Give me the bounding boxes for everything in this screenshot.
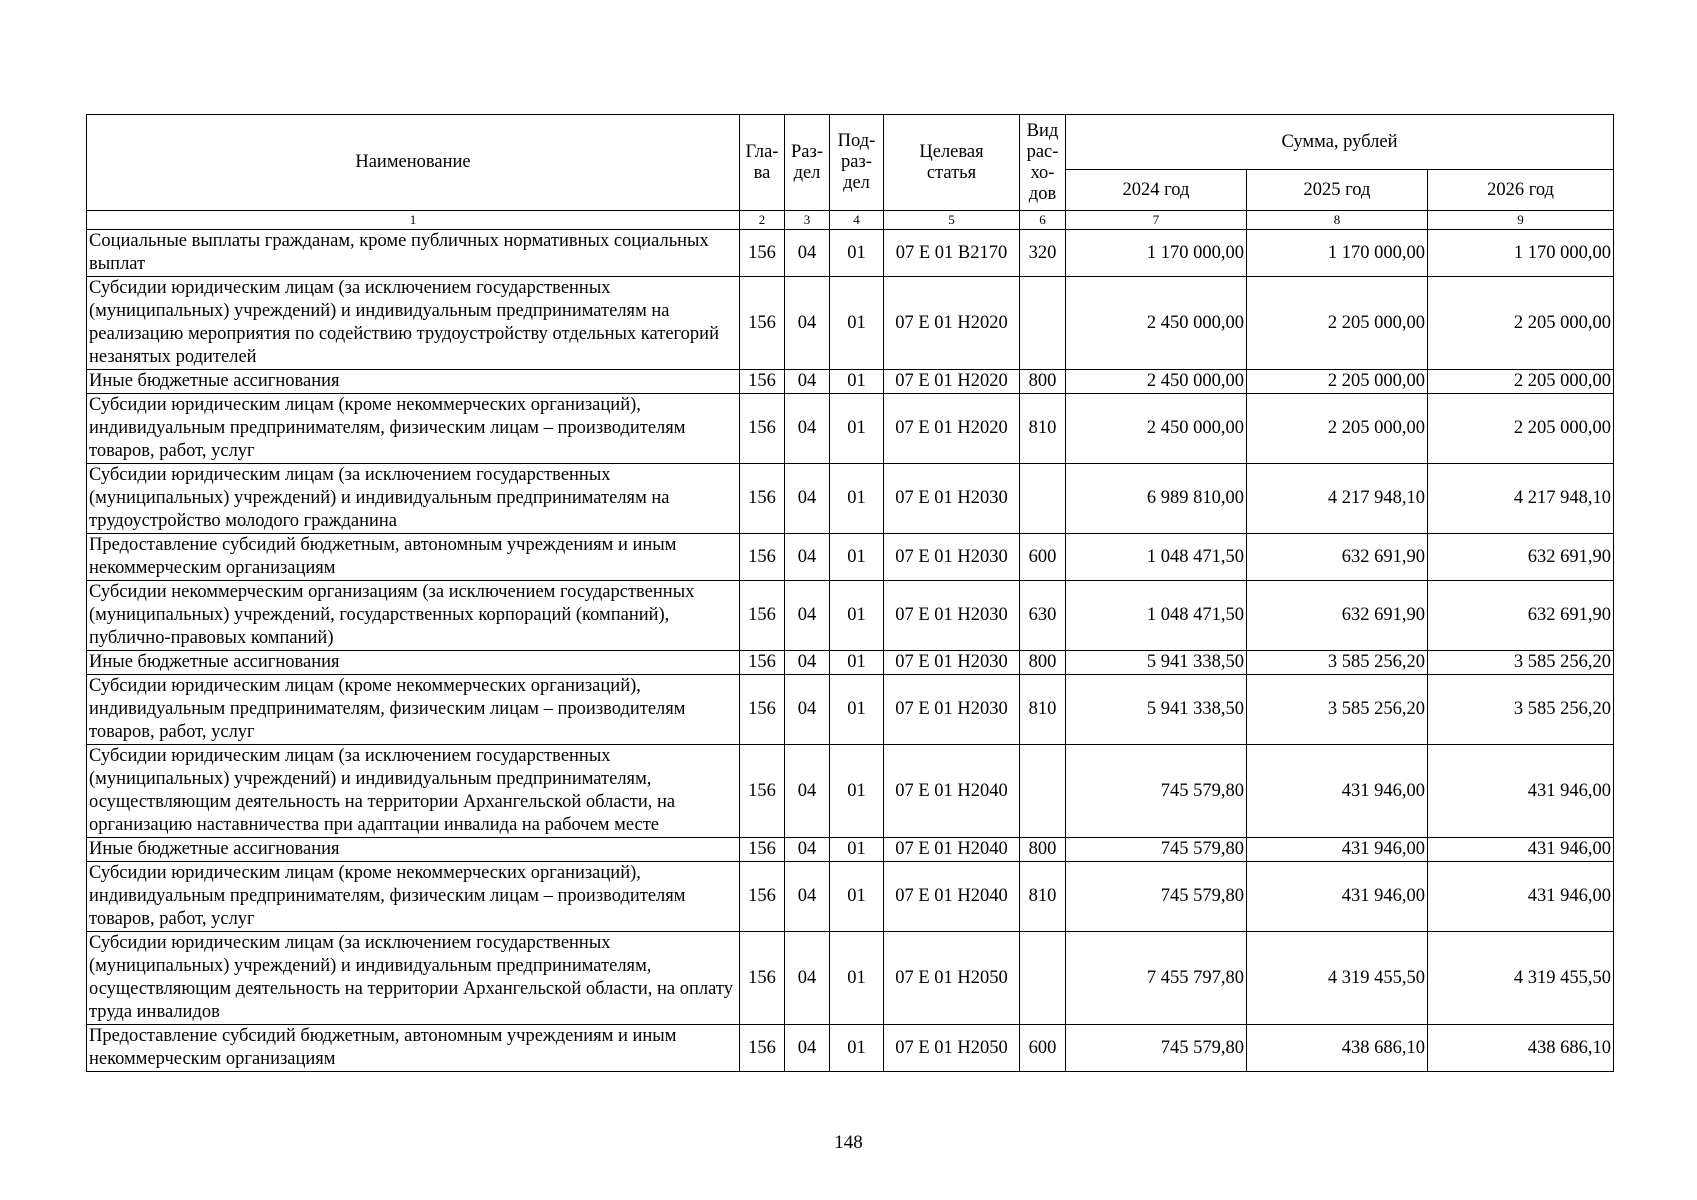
cell-target-article: 07 Е 01 Н2050: [884, 932, 1020, 1025]
cell-sum-2024: 2 450 000,00: [1066, 277, 1247, 370]
cell-podrazdel: 01: [830, 581, 884, 651]
cell-sum-2024: 6 989 810,00: [1066, 464, 1247, 534]
cell-sum-2026: 4 217 948,10: [1428, 464, 1614, 534]
cell-sum-2024: 2 450 000,00: [1066, 394, 1247, 464]
cell-glava: 156: [740, 230, 785, 277]
cell-expense-type: 810: [1020, 394, 1066, 464]
cell-sum-2025: 3 585 256,20: [1247, 675, 1428, 745]
cell-podrazdel: 01: [830, 838, 884, 862]
cell-name: Предоставление субсидий бюджетным, автономным учреждениям и иным некоммерческим организациям: [87, 534, 740, 581]
column-number: 4: [830, 211, 884, 230]
column-numbers-row: [87, 211, 1614, 230]
budget-table: [86, 114, 1614, 1072]
cell-glava: 156: [740, 932, 785, 1025]
cell-sum-2026: 431 946,00: [1428, 745, 1614, 838]
cell-expense-type: 630: [1020, 581, 1066, 651]
cell-podrazdel: 01: [830, 370, 884, 394]
cell-sum-2025: 632 691,90: [1247, 534, 1428, 581]
cell-sum-2025: 2 205 000,00: [1247, 370, 1428, 394]
cell-expense-type: 600: [1020, 1025, 1066, 1072]
cell-sum-2025: 632 691,90: [1247, 581, 1428, 651]
cell-sum-2024: 2 450 000,00: [1066, 370, 1247, 394]
header-razdel: Раз- дел: [785, 115, 830, 211]
cell-sum-2025: 2 205 000,00: [1247, 394, 1428, 464]
table-row: [87, 1025, 1614, 1072]
cell-glava: 156: [740, 581, 785, 651]
cell-sum-2026: 4 319 455,50: [1428, 932, 1614, 1025]
header-name: Наименование: [87, 115, 740, 211]
table-row: [87, 394, 1614, 464]
cell-name: Иные бюджетные ассигнования: [87, 651, 740, 675]
cell-target-article: 07 Е 01 Н2030: [884, 464, 1020, 534]
cell-razdel: 04: [785, 230, 830, 277]
cell-sum-2024: 5 941 338,50: [1066, 651, 1247, 675]
cell-sum-2025: 431 946,00: [1247, 838, 1428, 862]
table-row: [87, 651, 1614, 675]
cell-target-article: 07 Е 01 Н2030: [884, 651, 1020, 675]
cell-target-article: 07 Е 01 Н2040: [884, 745, 1020, 838]
cell-expense-type: 320: [1020, 230, 1066, 277]
cell-podrazdel: 01: [830, 394, 884, 464]
cell-expense-type: 800: [1020, 838, 1066, 862]
cell-razdel: 04: [785, 1025, 830, 1072]
header-sum: Сумма, рублей: [1066, 115, 1614, 170]
cell-razdel: 04: [785, 838, 830, 862]
cell-target-article: 07 Е 01 Н2050: [884, 1025, 1020, 1072]
cell-podrazdel: 01: [830, 277, 884, 370]
table-row: [87, 745, 1614, 838]
cell-podrazdel: 01: [830, 230, 884, 277]
cell-glava: 156: [740, 277, 785, 370]
table-row: [87, 932, 1614, 1025]
cell-target-article: 07 Е 01 Н2020: [884, 370, 1020, 394]
table-row: [87, 277, 1614, 370]
cell-podrazdel: 01: [830, 862, 884, 932]
cell-sum-2025: 1 170 000,00: [1247, 230, 1428, 277]
cell-sum-2024: 745 579,80: [1066, 862, 1247, 932]
cell-expense-type: [1020, 277, 1066, 370]
cell-razdel: 04: [785, 745, 830, 838]
cell-podrazdel: 01: [830, 745, 884, 838]
cell-glava: 156: [740, 862, 785, 932]
cell-expense-type: 810: [1020, 675, 1066, 745]
cell-target-article: 07 Е 01 Н2030: [884, 581, 1020, 651]
cell-sum-2024: 745 579,80: [1066, 1025, 1247, 1072]
cell-glava: 156: [740, 464, 785, 534]
table-row: [87, 534, 1614, 581]
cell-sum-2026: 3 585 256,20: [1428, 675, 1614, 745]
cell-glava: 156: [740, 745, 785, 838]
cell-expense-type: 800: [1020, 651, 1066, 675]
cell-name: Субсидии юридическим лицам (за исключением государственных (муниципальных) учреждений) и индивидуальным предпринимателям, осуществляющим деятельность на территории Архангельской области, на оплату труда инвалидов: [87, 932, 740, 1025]
header-glava: Гла- ва: [740, 115, 785, 211]
cell-sum-2026: 438 686,10: [1428, 1025, 1614, 1072]
cell-razdel: 04: [785, 651, 830, 675]
cell-name: Субсидии юридическим лицам (кроме некоммерческих организаций), индивидуальным предпринимателям, физическим лицам – производителям товаров, работ, услуг: [87, 675, 740, 745]
cell-sum-2024: 745 579,80: [1066, 745, 1247, 838]
table-row: [87, 838, 1614, 862]
cell-razdel: 04: [785, 277, 830, 370]
cell-target-article: 07 Е 01 В2170: [884, 230, 1020, 277]
cell-name: Субсидии некоммерческим организациям (за исключением государственных (муниципальных) учреждений, государственных корпораций (компаний), публично-правовых компаний): [87, 581, 740, 651]
header-year-2025: 2025 год: [1247, 170, 1428, 211]
cell-name: Субсидии юридическим лицам (кроме некоммерческих организаций), индивидуальным предпринимателям, физическим лицам – производителям товаров, работ, услуг: [87, 394, 740, 464]
cell-sum-2024: 7 455 797,80: [1066, 932, 1247, 1025]
column-number: 6: [1020, 211, 1066, 230]
cell-sum-2026: 632 691,90: [1428, 581, 1614, 651]
table-body: [87, 230, 1614, 1072]
cell-name: Иные бюджетные ассигнования: [87, 838, 740, 862]
cell-name: Иные бюджетные ассигнования: [87, 370, 740, 394]
cell-sum-2024: 1 048 471,50: [1066, 534, 1247, 581]
cell-sum-2025: 3 585 256,20: [1247, 651, 1428, 675]
table-row: [87, 370, 1614, 394]
cell-sum-2025: 431 946,00: [1247, 745, 1428, 838]
cell-name: Субсидии юридическим лицам (за исключением государственных (муниципальных) учреждений) и индивидуальным предпринимателям на трудоустройство молодого гражданина: [87, 464, 740, 534]
cell-expense-type: [1020, 464, 1066, 534]
cell-expense-type: 800: [1020, 370, 1066, 394]
cell-razdel: 04: [785, 370, 830, 394]
table-row: [87, 581, 1614, 651]
cell-expense-type: 810: [1020, 862, 1066, 932]
cell-razdel: 04: [785, 534, 830, 581]
cell-razdel: 04: [785, 675, 830, 745]
cell-sum-2026: 2 205 000,00: [1428, 394, 1614, 464]
cell-razdel: 04: [785, 394, 830, 464]
cell-podrazdel: 01: [830, 932, 884, 1025]
cell-target-article: 07 Е 01 Н2020: [884, 394, 1020, 464]
cell-sum-2025: 431 946,00: [1247, 862, 1428, 932]
table-row: [87, 464, 1614, 534]
cell-glava: 156: [740, 534, 785, 581]
cell-name: Социальные выплаты гражданам, кроме публичных нормативных социальных выплат: [87, 230, 740, 277]
column-number: 7: [1066, 211, 1247, 230]
cell-sum-2025: 4 217 948,10: [1247, 464, 1428, 534]
page-number: 148: [834, 1132, 863, 1153]
header-podrazdel: Под- раз- дел: [830, 115, 884, 211]
cell-target-article: 07 Е 01 Н2040: [884, 838, 1020, 862]
cell-sum-2025: 2 205 000,00: [1247, 277, 1428, 370]
table-row: [87, 675, 1614, 745]
cell-glava: 156: [740, 675, 785, 745]
cell-sum-2025: 4 319 455,50: [1247, 932, 1428, 1025]
cell-sum-2026: 431 946,00: [1428, 862, 1614, 932]
cell-glava: 156: [740, 394, 785, 464]
cell-glava: 156: [740, 838, 785, 862]
header-year-2024: 2024 год: [1066, 170, 1247, 211]
cell-podrazdel: 01: [830, 651, 884, 675]
cell-name: Субсидии юридическим лицам (за исключением государственных (муниципальных) учреждений) и индивидуальным предпринимателям на реализацию мероприятия по содействию трудоустройству отдельных категорий незанятых родителей: [87, 277, 740, 370]
cell-sum-2026: 1 170 000,00: [1428, 230, 1614, 277]
column-number: 9: [1428, 211, 1614, 230]
column-number: 8: [1247, 211, 1428, 230]
cell-glava: 156: [740, 651, 785, 675]
cell-sum-2026: 632 691,90: [1428, 534, 1614, 581]
cell-name: Субсидии юридическим лицам (за исключением государственных (муниципальных) учреждений) и индивидуальным предпринимателям, осуществляющим деятельность на территории Архангельской области, на организацию наставничества при адаптации инвалида на рабочем месте: [87, 745, 740, 838]
cell-sum-2026: 431 946,00: [1428, 838, 1614, 862]
cell-podrazdel: 01: [830, 464, 884, 534]
cell-sum-2024: 5 941 338,50: [1066, 675, 1247, 745]
cell-razdel: 04: [785, 464, 830, 534]
cell-sum-2024: 1 170 000,00: [1066, 230, 1247, 277]
cell-sum-2024: 745 579,80: [1066, 838, 1247, 862]
cell-sum-2026: 2 205 000,00: [1428, 370, 1614, 394]
column-number: 2: [740, 211, 785, 230]
cell-podrazdel: 01: [830, 675, 884, 745]
column-number: 1: [87, 211, 740, 230]
cell-target-article: 07 Е 01 Н2040: [884, 862, 1020, 932]
cell-razdel: 04: [785, 581, 830, 651]
cell-razdel: 04: [785, 862, 830, 932]
cell-sum-2025: 438 686,10: [1247, 1025, 1428, 1072]
cell-expense-type: [1020, 745, 1066, 838]
cell-glava: 156: [740, 1025, 785, 1072]
cell-expense-type: 600: [1020, 534, 1066, 581]
cell-sum-2026: 2 205 000,00: [1428, 277, 1614, 370]
cell-podrazdel: 01: [830, 1025, 884, 1072]
header-expense-type: Вид рас- хо- дов: [1020, 115, 1066, 211]
cell-target-article: 07 Е 01 Н2030: [884, 675, 1020, 745]
column-number: 5: [884, 211, 1020, 230]
cell-podrazdel: 01: [830, 534, 884, 581]
table-row: [87, 862, 1614, 932]
column-number: 3: [785, 211, 830, 230]
cell-target-article: 07 Е 01 Н2020: [884, 277, 1020, 370]
cell-sum-2024: 1 048 471,50: [1066, 581, 1247, 651]
cell-glava: 156: [740, 370, 785, 394]
cell-razdel: 04: [785, 932, 830, 1025]
header-target-article: Целевая статья: [884, 115, 1020, 211]
header-year-2026: 2026 год: [1428, 170, 1614, 211]
cell-sum-2026: 3 585 256,20: [1428, 651, 1614, 675]
cell-target-article: 07 Е 01 Н2030: [884, 534, 1020, 581]
table-row: [87, 230, 1614, 277]
cell-name: Предоставление субсидий бюджетным, автономным учреждениям и иным некоммерческим организациям: [87, 1025, 740, 1072]
table-header-row: [87, 115, 1614, 170]
cell-name: Субсидии юридическим лицам (кроме некоммерческих организаций), индивидуальным предпринимателям, физическим лицам – производителям товаров, работ, услуг: [87, 862, 740, 932]
cell-expense-type: [1020, 932, 1066, 1025]
